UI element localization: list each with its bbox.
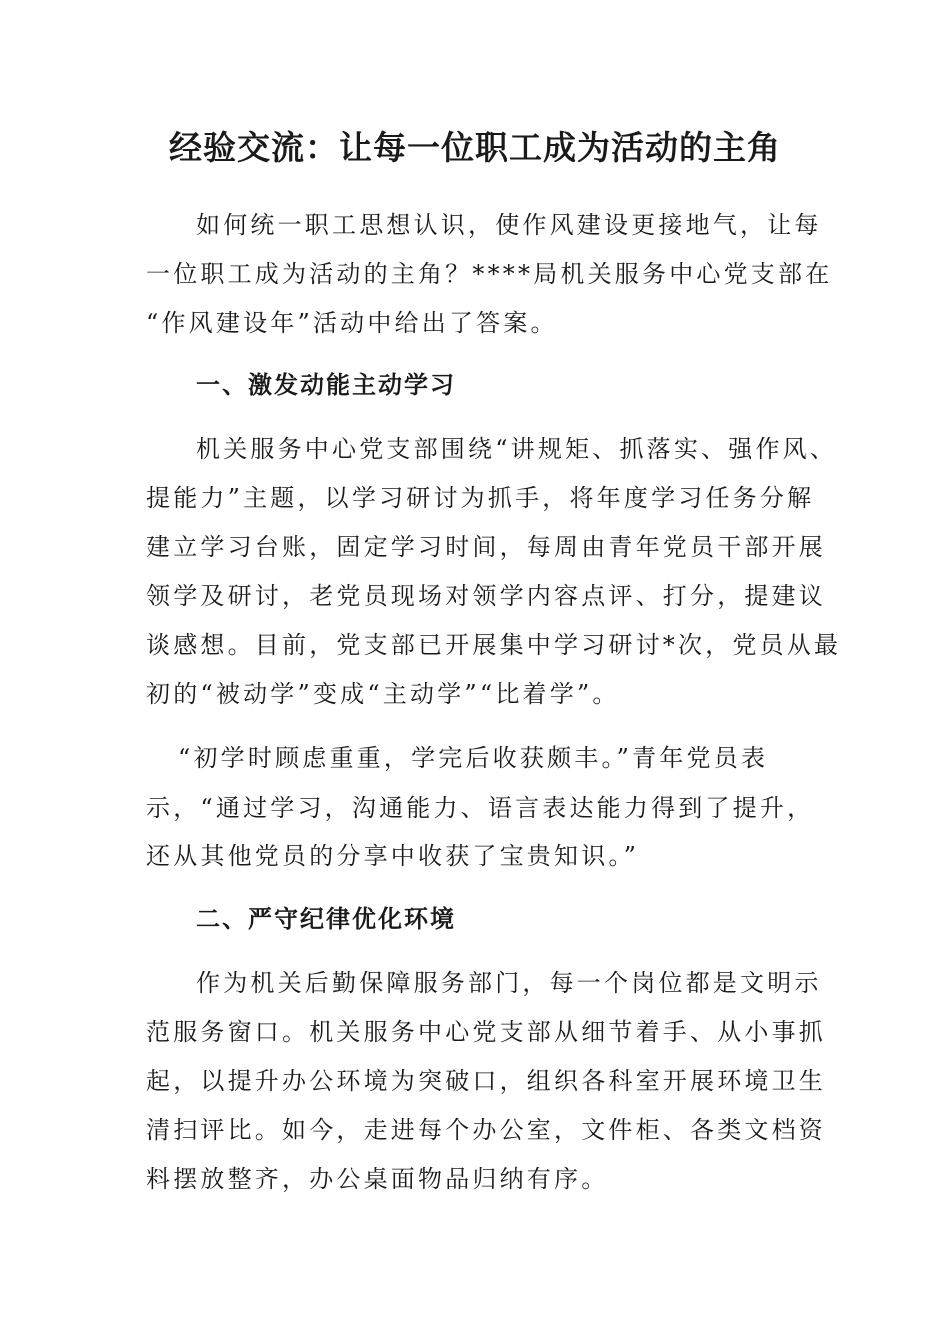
section1-para1-line-3: 建立学习台账，固定学习时间，每周由青年党员干部开展 (146, 533, 826, 561)
document-title: 经验交流：让每一位职工成为活动的主角 (169, 128, 781, 167)
intro-line-3: “作风建设年”活动中给出了答案。 (146, 309, 558, 337)
section1-heading: 一、激发动能主动学习 (196, 370, 456, 399)
section2-heading: 二、严守纪律优化环境 (196, 904, 456, 933)
section2-para1-line-4: 清扫评比。如今，走进每个办公室，文件柜、各类文档资 (146, 1116, 826, 1144)
intro-line-2: 一位职工成为活动的主角？****局机关服务中心党支部在 (146, 260, 833, 288)
section1-para2-line-3: 还从其他党员的分享中收获了宝贵知识。” (146, 842, 640, 870)
section1-para1-line-2: 提能力”主题，以学习研讨为抓手，将年度学习任务分解 (146, 484, 815, 512)
section1-para1-line-6: 初的“被动学”变成“主动学”“比着学”。 (146, 680, 620, 708)
intro-line-1: 如何统一职工思想认识，使作风建设更接地气，让每 (196, 211, 822, 239)
section1-para2-line-1: “初学时顾虑重重，学完后收获颇丰。”青年党员表 (178, 744, 769, 772)
section2-para1-line-1: 作为机关后勤保障服务部门，每一个岗位都是文明示 (196, 969, 822, 997)
section2-para1-line-2: 范服务窗口。机关服务中心党支部从细节着手、从小事抓 (146, 1018, 826, 1046)
section1-para2-line-2: 示，“通过学习，沟通能力、语言表达能力得到了提升， (146, 794, 815, 822)
section2-para1-line-5: 料摆放整齐，办公桌面物品归纳有序。 (146, 1165, 609, 1193)
section1-para1-line-1: 机关服务中心党支部围绕“讲规矩、抓落实、强作风、 (196, 435, 838, 463)
section2-para1-line-3: 起，以提升办公环境为突破口，组织各科室开展环境卫生 (146, 1067, 826, 1095)
section1-para1-line-4: 领学及研讨，老党员现场对领学内容点评、打分，提建议 (146, 582, 826, 610)
section1-para1-line-5: 谈感想。目前，党支部已开展集中学习研讨*次，党员从最 (146, 631, 842, 659)
